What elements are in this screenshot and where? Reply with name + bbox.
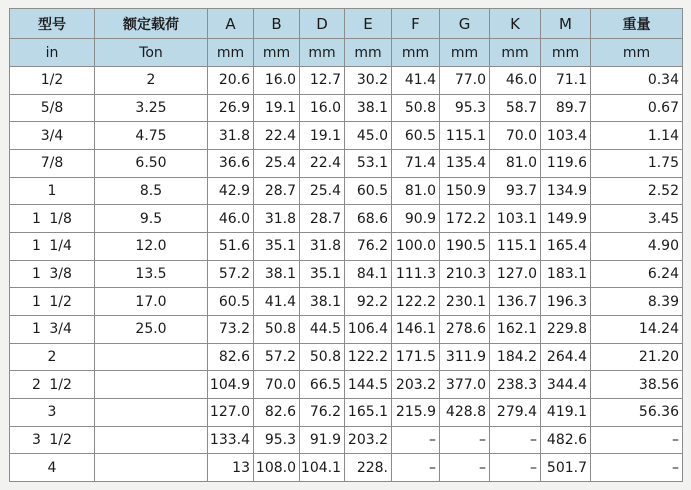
cell-e: 228. xyxy=(345,454,392,482)
cell-rated-load: 4.75 xyxy=(95,122,208,150)
table-row xyxy=(10,315,683,343)
table-body xyxy=(10,67,683,482)
cell-e: 45.0 xyxy=(345,122,392,150)
cell-model: 4 xyxy=(10,454,95,482)
cell-e: 53.1 xyxy=(345,149,392,177)
cell-e: 84.1 xyxy=(345,260,392,288)
cell-a: 20.6 xyxy=(208,67,254,95)
cell-m: 71.1 xyxy=(541,67,591,95)
cell-e: 92.2 xyxy=(345,288,392,316)
cell-weight: 14.24 xyxy=(591,315,683,343)
cell-weight: – xyxy=(591,454,683,482)
cell-f: 122.2 xyxy=(392,288,440,316)
cell-model: 5/8 xyxy=(10,94,95,122)
cell-weight: 56.36 xyxy=(591,398,683,426)
header-cell-rated-load: 额定载荷 xyxy=(95,9,208,39)
cell-k: 103.1 xyxy=(490,205,541,233)
cell-d: 44.5 xyxy=(300,315,345,343)
cell-rated-load: 17.0 xyxy=(95,288,208,316)
header-cell-weight: 重量 xyxy=(591,9,683,39)
cell-model: 3/4 xyxy=(10,122,95,150)
cell-model: 3 xyxy=(10,398,95,426)
cell-e: 38.1 xyxy=(345,94,392,122)
cell-model: 1 3/8 xyxy=(10,260,95,288)
cell-k: 58.7 xyxy=(490,94,541,122)
cell-a: 31.8 xyxy=(208,122,254,150)
cell-d: 35.1 xyxy=(300,260,345,288)
unit-cell-k: mm xyxy=(490,39,541,67)
cell-weight: 1.14 xyxy=(591,122,683,150)
cell-b: 19.1 xyxy=(254,94,300,122)
cell-m: 119.6 xyxy=(541,149,591,177)
cell-b: 16.0 xyxy=(254,67,300,95)
cell-weight: 1.75 xyxy=(591,149,683,177)
unit-cell-weight: mm xyxy=(591,39,683,67)
cell-weight: 8.39 xyxy=(591,288,683,316)
cell-f: 81.0 xyxy=(392,177,440,205)
cell-d: 28.7 xyxy=(300,205,345,233)
header-cell-m: M xyxy=(541,9,591,39)
table-row xyxy=(10,94,683,122)
cell-rated-load xyxy=(95,426,208,454)
cell-rated-load: 2 xyxy=(95,67,208,95)
table-row xyxy=(10,454,683,482)
cell-rated-load: 12.0 xyxy=(95,232,208,260)
cell-f: 41.4 xyxy=(392,67,440,95)
table-row xyxy=(10,232,683,260)
cell-k: – xyxy=(490,454,541,482)
cell-m: 344.4 xyxy=(541,371,591,399)
cell-g: 311.9 xyxy=(440,343,490,371)
table-row xyxy=(10,343,683,371)
cell-a: 13 xyxy=(208,454,254,482)
cell-g: 150.9 xyxy=(440,177,490,205)
cell-k: 93.7 xyxy=(490,177,541,205)
cell-weight: 3.45 xyxy=(591,205,683,233)
cell-a: 127.0 xyxy=(208,398,254,426)
cell-d: 19.1 xyxy=(300,122,345,150)
header-cell-k: K xyxy=(490,9,541,39)
header-cell-g: G xyxy=(440,9,490,39)
cell-b: 35.1 xyxy=(254,232,300,260)
cell-d: 16.0 xyxy=(300,94,345,122)
cell-rated-load: 3.25 xyxy=(95,94,208,122)
cell-e: 106.4 xyxy=(345,315,392,343)
cell-m: 264.4 xyxy=(541,343,591,371)
table-row xyxy=(10,398,683,426)
cell-rated-load xyxy=(95,343,208,371)
cell-e: 30.2 xyxy=(345,67,392,95)
cell-rated-load xyxy=(95,371,208,399)
cell-weight: 4.90 xyxy=(591,232,683,260)
cell-a: 104.9 xyxy=(208,371,254,399)
cell-e: 144.5 xyxy=(345,371,392,399)
unit-cell-e: mm xyxy=(345,39,392,67)
cell-rated-load: 8.5 xyxy=(95,177,208,205)
cell-g: 190.5 xyxy=(440,232,490,260)
cell-b: 28.7 xyxy=(254,177,300,205)
cell-g: 278.6 xyxy=(440,315,490,343)
unit-cell-g: mm xyxy=(440,39,490,67)
cell-b: 57.2 xyxy=(254,343,300,371)
unit-cell-m: mm xyxy=(541,39,591,67)
cell-model: 1 3/4 xyxy=(10,315,95,343)
unit-cell-a: mm xyxy=(208,39,254,67)
cell-rated-load: 9.5 xyxy=(95,205,208,233)
header-cell-b: B xyxy=(254,9,300,39)
cell-k: 81.0 xyxy=(490,149,541,177)
cell-g: 377.0 xyxy=(440,371,490,399)
cell-model: 3 1/2 xyxy=(10,426,95,454)
cell-weight: 2.52 xyxy=(591,177,683,205)
cell-weight: 38.56 xyxy=(591,371,683,399)
cell-f: 100.0 xyxy=(392,232,440,260)
cell-d: 31.8 xyxy=(300,232,345,260)
cell-m: 229.8 xyxy=(541,315,591,343)
cell-e: 68.6 xyxy=(345,205,392,233)
cell-a: 60.5 xyxy=(208,288,254,316)
cell-d: 76.2 xyxy=(300,398,345,426)
cell-f: 50.8 xyxy=(392,94,440,122)
cell-a: 73.2 xyxy=(208,315,254,343)
cell-e: 165.1 xyxy=(345,398,392,426)
cell-f: 203.2 xyxy=(392,371,440,399)
cell-model: 1 xyxy=(10,177,95,205)
cell-model: 1 1/4 xyxy=(10,232,95,260)
cell-f: 111.3 xyxy=(392,260,440,288)
cell-a: 42.9 xyxy=(208,177,254,205)
cell-model: 1/2 xyxy=(10,67,95,95)
cell-d: 91.9 xyxy=(300,426,345,454)
cell-model: 2 1/2 xyxy=(10,371,95,399)
cell-rated-load: 6.50 xyxy=(95,149,208,177)
header-cell-d: D xyxy=(300,9,345,39)
cell-k: 70.0 xyxy=(490,122,541,150)
cell-d: 104.1 xyxy=(300,454,345,482)
spec-table xyxy=(9,8,683,482)
cell-g: 230.1 xyxy=(440,288,490,316)
cell-a: 82.6 xyxy=(208,343,254,371)
cell-b: 38.1 xyxy=(254,260,300,288)
cell-k: – xyxy=(490,426,541,454)
cell-k: 127.0 xyxy=(490,260,541,288)
table-header xyxy=(10,9,683,67)
table-row xyxy=(10,149,683,177)
unit-cell-f: mm xyxy=(392,39,440,67)
cell-b: 31.8 xyxy=(254,205,300,233)
cell-g: 135.4 xyxy=(440,149,490,177)
unit-cell-model: in xyxy=(10,39,95,67)
cell-b: 82.6 xyxy=(254,398,300,426)
cell-f: 171.5 xyxy=(392,343,440,371)
cell-k: 238.3 xyxy=(490,371,541,399)
cell-m: 419.1 xyxy=(541,398,591,426)
cell-model: 1 1/8 xyxy=(10,205,95,233)
header-cell-e: E xyxy=(345,9,392,39)
cell-f: 60.5 xyxy=(392,122,440,150)
cell-m: 482.6 xyxy=(541,426,591,454)
cell-k: 162.1 xyxy=(490,315,541,343)
cell-rated-load: 13.5 xyxy=(95,260,208,288)
cell-b: 41.4 xyxy=(254,288,300,316)
cell-f: 71.4 xyxy=(392,149,440,177)
cell-g: – xyxy=(440,426,490,454)
cell-f: 146.1 xyxy=(392,315,440,343)
cell-a: 51.6 xyxy=(208,232,254,260)
cell-f: 215.9 xyxy=(392,398,440,426)
cell-d: 12.7 xyxy=(300,67,345,95)
cell-f: – xyxy=(392,426,440,454)
header-cell-model: 型号 xyxy=(10,9,95,39)
cell-m: 149.9 xyxy=(541,205,591,233)
cell-b: 50.8 xyxy=(254,315,300,343)
cell-f: 90.9 xyxy=(392,205,440,233)
cell-d: 25.4 xyxy=(300,177,345,205)
cell-weight: 21.20 xyxy=(591,343,683,371)
cell-b: 95.3 xyxy=(254,426,300,454)
cell-k: 136.7 xyxy=(490,288,541,316)
cell-g: 210.3 xyxy=(440,260,490,288)
cell-b: 108.0 xyxy=(254,454,300,482)
table-row xyxy=(10,67,683,95)
cell-m: 103.4 xyxy=(541,122,591,150)
cell-rated-load xyxy=(95,454,208,482)
cell-k: 279.4 xyxy=(490,398,541,426)
cell-b: 70.0 xyxy=(254,371,300,399)
cell-m: 183.1 xyxy=(541,260,591,288)
cell-k: 184.2 xyxy=(490,343,541,371)
table-row xyxy=(10,177,683,205)
cell-b: 22.4 xyxy=(254,122,300,150)
cell-a: 133.4 xyxy=(208,426,254,454)
cell-a: 26.9 xyxy=(208,94,254,122)
cell-g: 95.3 xyxy=(440,94,490,122)
cell-e: 122.2 xyxy=(345,343,392,371)
table-row xyxy=(10,260,683,288)
cell-f: – xyxy=(392,454,440,482)
cell-weight: 6.24 xyxy=(591,260,683,288)
table-row xyxy=(10,205,683,233)
cell-d: 50.8 xyxy=(300,343,345,371)
table-row xyxy=(10,288,683,316)
cell-rated-load xyxy=(95,398,208,426)
cell-b: 25.4 xyxy=(254,149,300,177)
cell-m: 134.9 xyxy=(541,177,591,205)
cell-model: 2 xyxy=(10,343,95,371)
cell-d: 22.4 xyxy=(300,149,345,177)
table-row xyxy=(10,371,683,399)
cell-k: 115.1 xyxy=(490,232,541,260)
unit-cell-d: mm xyxy=(300,39,345,67)
cell-g: 172.2 xyxy=(440,205,490,233)
cell-a: 46.0 xyxy=(208,205,254,233)
table-row xyxy=(10,122,683,150)
cell-d: 38.1 xyxy=(300,288,345,316)
cell-e: 76.2 xyxy=(345,232,392,260)
cell-m: 196.3 xyxy=(541,288,591,316)
cell-k: 46.0 xyxy=(490,67,541,95)
cell-m: 89.7 xyxy=(541,94,591,122)
unit-cell-b: mm xyxy=(254,39,300,67)
cell-e: 203.2 xyxy=(345,426,392,454)
cell-model: 1 1/2 xyxy=(10,288,95,316)
cell-a: 57.2 xyxy=(208,260,254,288)
cell-model: 7/8 xyxy=(10,149,95,177)
cell-a: 36.6 xyxy=(208,149,254,177)
cell-rated-load: 25.0 xyxy=(95,315,208,343)
cell-m: 165.4 xyxy=(541,232,591,260)
cell-weight: – xyxy=(591,426,683,454)
cell-g: – xyxy=(440,454,490,482)
cell-d: 66.5 xyxy=(300,371,345,399)
header-cell-f: F xyxy=(392,9,440,39)
cell-e: 60.5 xyxy=(345,177,392,205)
cell-g: 115.1 xyxy=(440,122,490,150)
cell-weight: 0.67 xyxy=(591,94,683,122)
unit-cell-rated-load: Ton xyxy=(95,39,208,67)
cell-g: 77.0 xyxy=(440,67,490,95)
cell-g: 428.8 xyxy=(440,398,490,426)
cell-weight: 0.34 xyxy=(591,67,683,95)
header-cell-a: A xyxy=(208,9,254,39)
cell-m: 501.7 xyxy=(541,454,591,482)
table-row xyxy=(10,426,683,454)
